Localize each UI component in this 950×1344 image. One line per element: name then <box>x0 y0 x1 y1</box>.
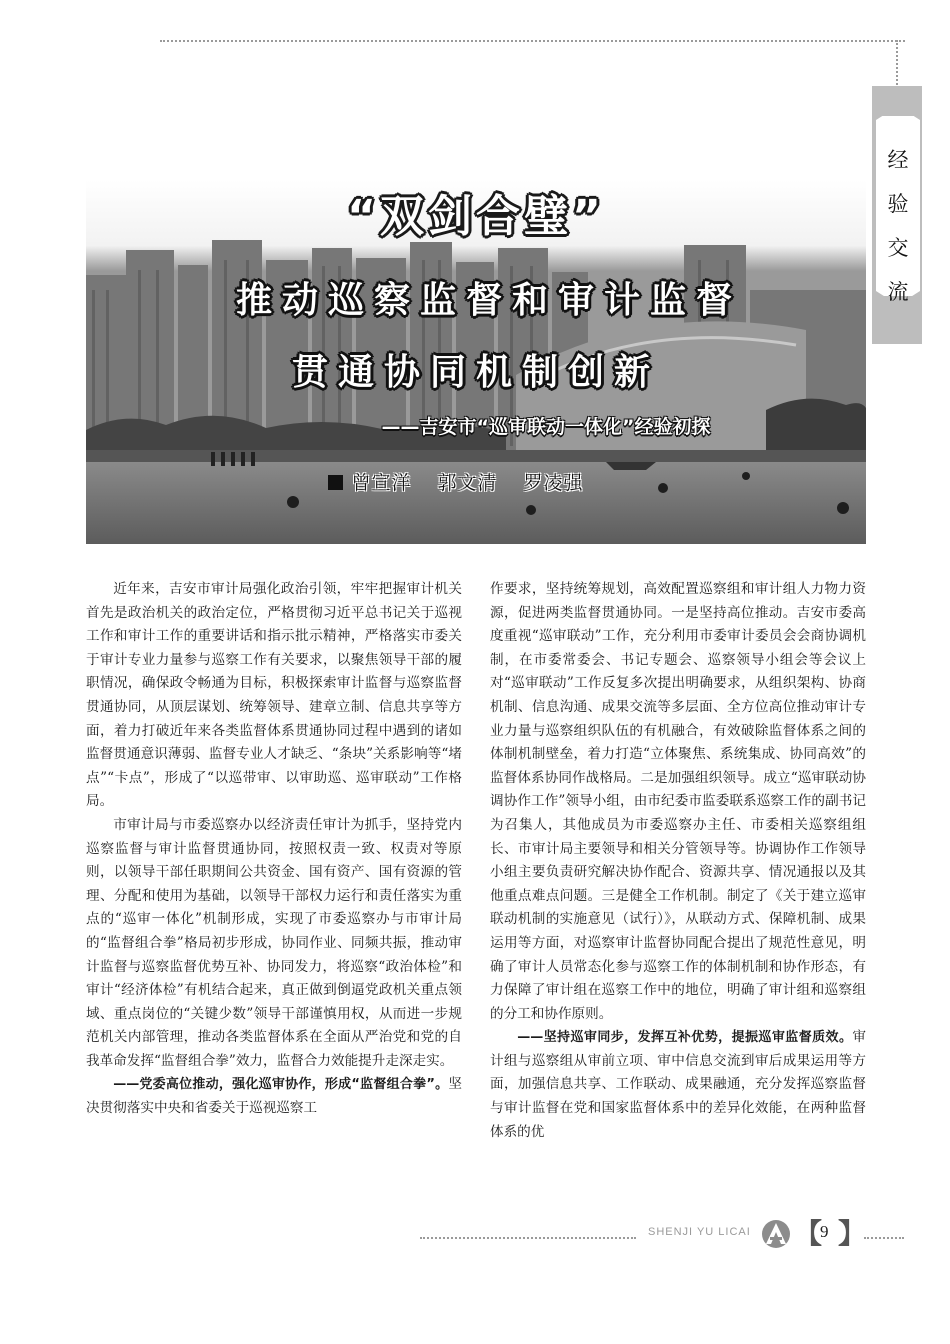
section-tab-char: 经 <box>887 148 909 172</box>
footer-dotted-line <box>864 1237 904 1239</box>
author-name: 郭文清 <box>437 472 498 494</box>
body-text: 坚决贯彻落实中央和省委关于巡视巡察工 <box>86 1076 462 1117</box>
page-number: 9 <box>820 1222 829 1241</box>
article-title: “双剑合璧” <box>347 191 605 242</box>
body-paragraph: 近年来，吉安市审计局强化政治引领，牢牢把握审计机关首先是政治机关的政治定位，严格贯彻习近平总书记关于巡视工作和审计工作的重要讲话和指示批示精神，严格落实市委关于审计专业力量参与巡察工作有关要求，以聚焦领导干部的履职情况，确保政令畅通为目标，积极探索审计监督与巡察监督贯通协同，从顶层谋划、统筹领导、建章立制、信息共享等方面，着力打破近年来各类监督体系贯通协同过程中遇到的诸如监督贯通意识薄弱、监督专业人才缺乏、“条块”关系影响等“堵点”“卡点”，形成了“以巡带审、以审助巡、巡审联动”工作格局。 <box>86 581 462 810</box>
section-tab-label <box>876 138 920 314</box>
right-dotted-border <box>896 40 898 85</box>
article-title-line-1: 推动巡察监督和审计监督 <box>235 280 742 321</box>
chevron-up-icon <box>876 104 920 120</box>
body-paragraph <box>490 1026 866 1144</box>
section-heading: ——党委高位推动，强化巡审协作，形成“监督组合拳”。 <box>113 1077 449 1093</box>
top-dotted-border <box>160 40 905 42</box>
square-bullet-icon <box>328 475 343 490</box>
section-tab <box>872 86 922 344</box>
journal-name: SHENJI YU LICAI <box>648 1226 751 1238</box>
body-text: 审计组与巡察组从审前立项、审中信息交流到审后成果运用等方面，加强信息共享、工作联动、成果融通，充分发挥巡察监督与审计监督在党和国家监督体系中的差异化效能，在两种监督体系的优 <box>490 1029 866 1140</box>
page-bracket-right-icon: 】 <box>838 1217 867 1250</box>
section-tab-char: 验 <box>887 192 909 216</box>
byline <box>86 468 866 495</box>
section-tab-char: 流 <box>887 280 909 304</box>
body-paragraph: 作要求，坚持统筹规划，高效配置巡察组和审计组人力物力资源，促进两类监督贯通协同。一是坚持高位推动。吉安市委高度重视“巡审联动”工作，充分利用市委审计委员会会商协调机制，在市委常委会、书记专题会、巡察领导小组会等会议上对“巡审联动”工作反复多次提出明确要求，从组织架构、协商机制、信息沟通、成果交流等多层面、全方位高位推动审计专业力量与巡察组织队伍的有机融合，有效破除监督体系之间的体制机制壁垒，着力打造“立体聚焦、系统集成、协同高效”的监督体系协同作战格局。二是加强组织领导。成立“巡审联动协调协作工作”领导小组，由市纪委市监委联系巡察工作的副书记为召集人，其他成员为市委巡察办主任、市委相关巡察组组长、市审计局主要领导和相关分管领导等。协调协作工作领导小组主要负责研究解决协作配合、资源共享、情况通报以及其他重点难点问题。三是健全工作机制。制定了《关于建立巡审联动机制的实施意见（试行）》，从联动方式、保障机制、成果运用等方面，对巡察审计监督协同配合提出了规范性意见，明确了审计人员常态化参与巡察工作的体制机制和协作形态，有力保障了审计组在巡察工作中的地位，明确了审计组和巡察组的分工和协作原则。 <box>490 581 866 1022</box>
author-name: 曾宣洋 <box>351 472 412 494</box>
journal-logo-icon <box>760 1219 792 1249</box>
section-tab-char: 交 <box>887 236 909 260</box>
article-subtitle: ——吉安市“巡审联动一体化”经验初探 <box>381 416 711 438</box>
hero-image <box>86 180 866 544</box>
page-bracket-left-icon: 【 <box>794 1217 823 1250</box>
body-paragraph: 市审计局与市委巡察办以经济责任审计为抓手，坚持党内巡察监督与审计监督贯通协同，按照权责一致、权责对等原则，以领导干部任职期间公共资金、国有资产、国有资源的管理、分配和使用为基础，以领导干部权力运行和责任落实为重点的“巡审一体化”机制形成，实现了市委巡察办与市审计局的“监督组合拳”格局初步形成，协同作业、同频共振，推动审计监督与巡察监督优势互补、协同发力，将巡察“政治体检”和审计“经济体检”有机结合起来，真正做到倒逼党政机关重点领域、重点岗位的“关键少数”领导干部谨慎用权，从而进一步规范机关内部管理，推动各类监督体系在全面从严治党和党的自我革命发挥“监督组合拳”效力，监督合力效能提升走深走实。 <box>86 816 462 1069</box>
body-paragraph <box>86 1073 462 1120</box>
body-column-right <box>490 578 866 1144</box>
article-title-line-2: 贯通协同机制创新 <box>291 352 660 393</box>
body-column-left <box>86 578 462 1121</box>
author-name: 罗凌强 <box>523 472 584 494</box>
section-heading: ——坚持巡审同步，发挥互补优势，提振巡审监督质效。 <box>517 1030 853 1046</box>
footer-dotted-line <box>420 1237 636 1239</box>
